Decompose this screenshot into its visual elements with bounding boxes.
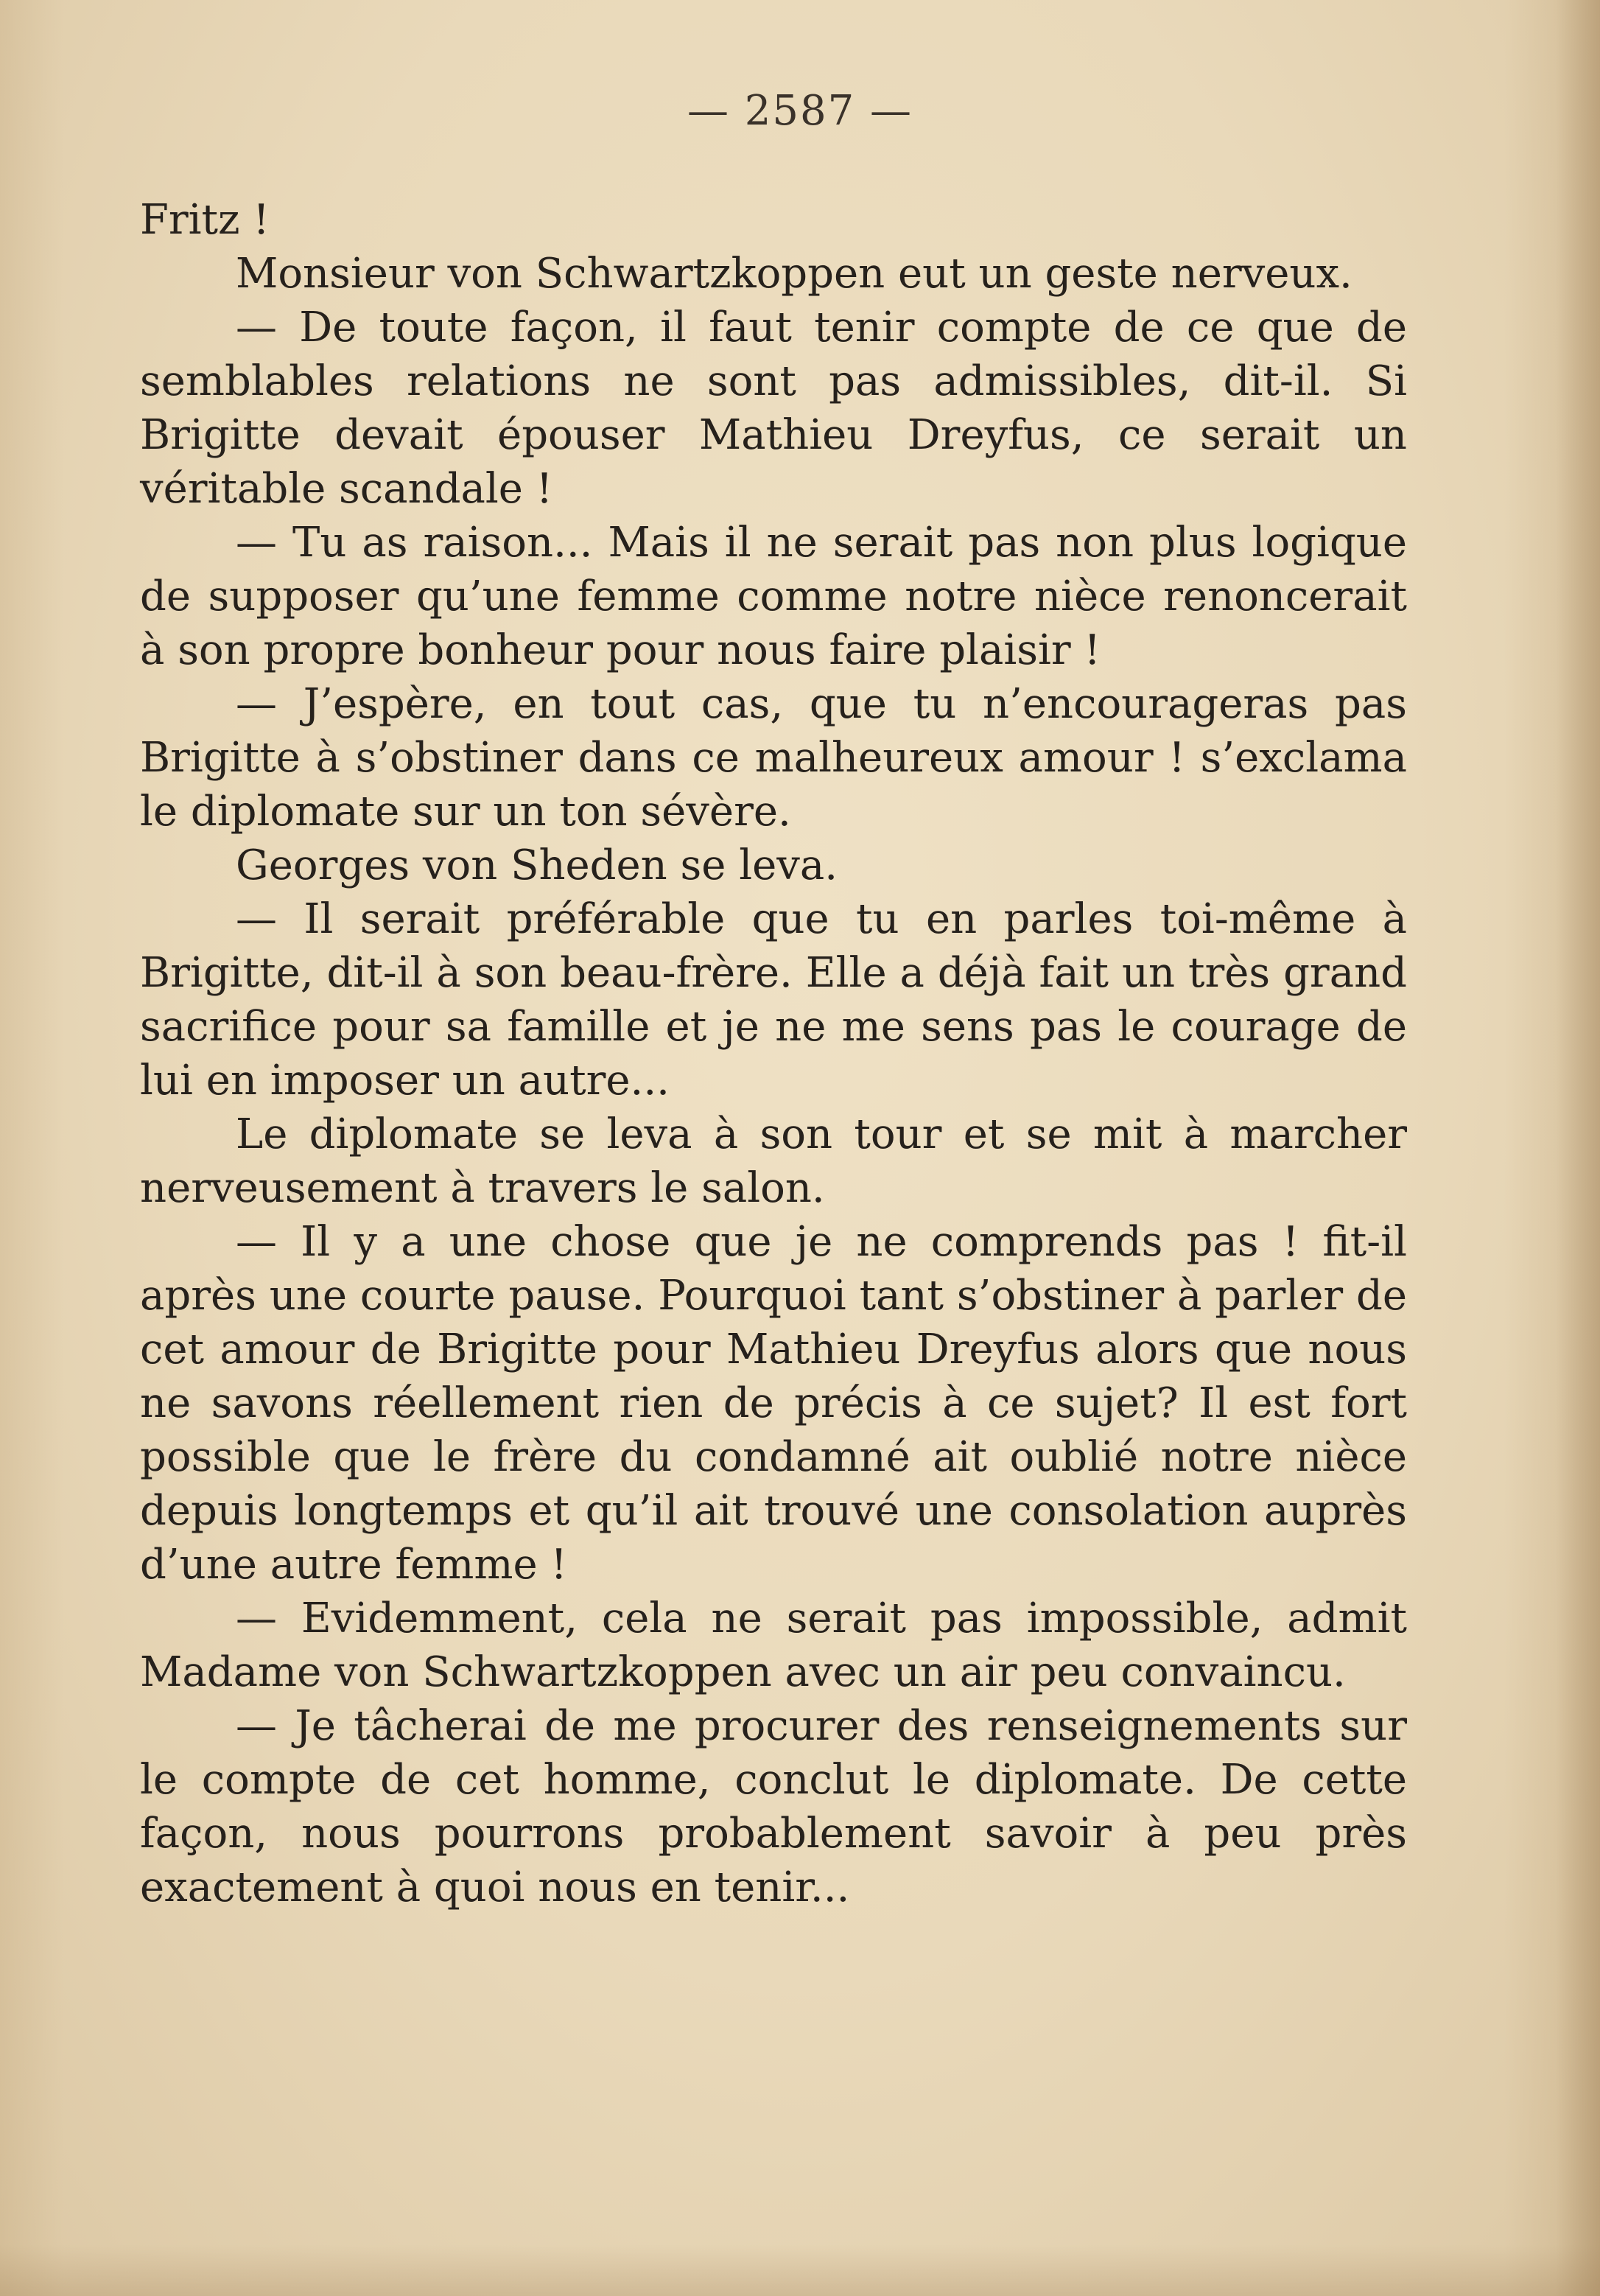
page-bottom-shading [0,2244,1600,2296]
paragraph: — Evidemment, cela ne serait pas impossible, admit Madame von Schwartzkoppen avec un air peu convaincu. [140,1595,1407,1696]
paragraph: — Il serait préférable que tu en parles toi-même à Brigitte, dit-il à son beau-frère. Elle a déjà fait un très grand sacrifice pour sa famille et je ne me sens pas le courage de lui en imposer un autre... [140,895,1407,1105]
page-number: — 2587 — [687,87,913,135]
paragraph: Georges von Sheden se leva. [236,841,838,889]
paragraph: — Tu as raison... Mais il ne serait pas non plus logique de supposer qu’une femme comme notre nièce renoncerait à son propre bonheur pour nous faire plaisir ! [140,519,1407,674]
paragraph: — Je tâcherai de me procurer des renseignements sur le compte de cet homme, conclut le diplomate. De cette façon, nous pourrons probablement savoir à peu près exactement à quoi nous en tenir... [140,1702,1407,1911]
paragraph: Le diplomate se leva à son tour et se mit à marcher nerveusement à travers le salon. [140,1110,1407,1212]
paragraph: Monsieur von Schwartzkoppen eut un geste nerveux. [236,250,1352,298]
body-text [140,193,1407,1914]
page-edge-shading [1556,0,1600,2296]
paragraph: — J’espère, en tout cas, que tu n’encourageras pas Brigitte à s’obstiner dans ce malheureux amour ! s’exclama le diplomate sur un ton sévère. [140,680,1407,836]
paragraph: — Il y a une chose que je ne comprends pas ! fit-il après une courte pause. Pourquoi tant s’obstiner à parler de cet amour de Brigitte pour Mathieu Dreyfus alors que nous ne savons réellement rien de précis à ce sujet? Il est fort possible que le frère du condamné ait oublié notre nièce depuis longtemps et qu’il ait trouvé une consolation auprès d’une autre femme ! [140,1218,1407,1589]
paragraph: Fritz ! [140,196,270,244]
paragraph: — De toute façon, il faut tenir compte de ce que de semblables relations ne sont pas admissibles, dit-il. Si Brigitte devait épouser Mathieu Dreyfus, ce serait un véritable scandale ! [140,304,1407,513]
